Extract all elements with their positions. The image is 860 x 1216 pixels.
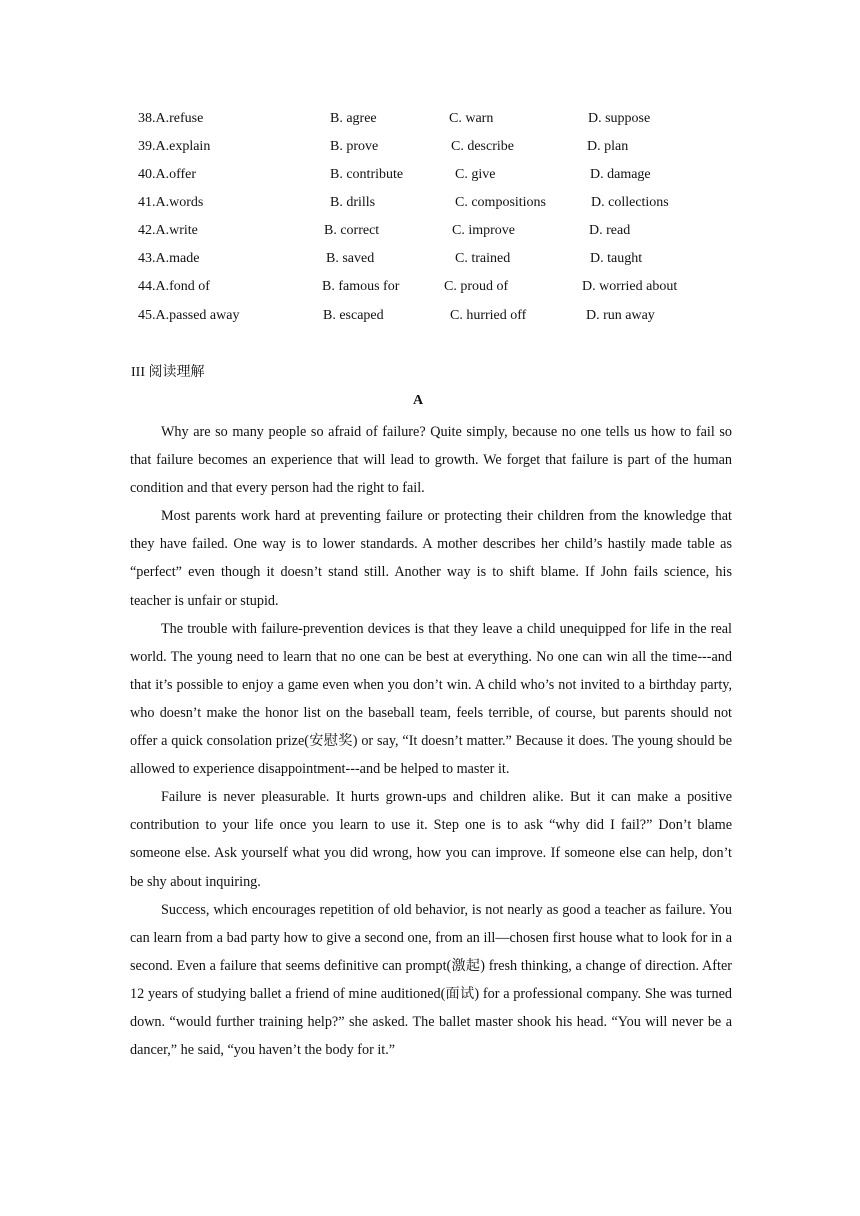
option-a: 42.A.write <box>138 223 198 238</box>
option-b: B. agree <box>330 111 377 126</box>
option-d: D. run away <box>586 308 655 323</box>
option-b: B. saved <box>326 251 375 266</box>
option-c: C. improve <box>452 223 515 238</box>
option-a: 43.A.made <box>138 251 200 266</box>
passage-heading: A <box>412 393 424 408</box>
option-c: C. warn <box>449 111 494 126</box>
option-a: 41.A.words <box>138 195 204 210</box>
option-b: B. prove <box>330 139 379 154</box>
option-c: C. trained <box>455 251 511 266</box>
option-c: C. compositions <box>455 195 547 210</box>
option-b: B. escaped <box>323 308 384 323</box>
option-a: 44.A.fond of <box>138 279 210 294</box>
passage-paragraph: Why are so many people so afraid of failure? Quite simply, because no one tells us how to fail so that failure becomes an experience that will lead to growth. We forget that failure is part of the human condition and that every person had the right to fail. <box>130 424 732 497</box>
section-title: III 阅读理解 <box>131 365 205 380</box>
option-b: B. famous for <box>322 279 400 294</box>
option-a: 39.A.explain <box>138 139 211 154</box>
option-b: B. drills <box>330 195 376 210</box>
reading-passage <box>130 418 732 1064</box>
option-b: B. contribute <box>330 167 404 182</box>
passage-paragraph: Most parents work hard at preventing failure or protecting their children from the knowledge that they have failed. One way is to lower standards. A mother describes her child’s hastily made table as “perfect” even though it doesn’t stand still. Another way is to shift blame. If John fails science, his teacher is unfair or stupid. <box>130 508 732 609</box>
option-a: 45.A.passed away <box>138 308 240 323</box>
option-c: C. proud of <box>444 279 509 294</box>
passage-paragraph: Failure is never pleasurable. It hurts grown-ups and children alike. But it can make a positive contribution to your life once you learn to use it. Step one is to ask “why did I fail?” Don’t blame someone else. Ask yourself what you did wrong, how you can improve. If someone else can help, don’t be shy about inquiring. <box>130 789 732 890</box>
option-a: 38.A.refuse <box>138 111 204 126</box>
option-d: D. suppose <box>588 111 651 126</box>
option-b: B. correct <box>324 223 380 238</box>
option-d: D. damage <box>590 167 651 182</box>
option-d: D. taught <box>590 251 643 266</box>
option-d: D. plan <box>587 139 629 154</box>
passage-paragraph: The trouble with failure-prevention devices is that they leave a child unequipped for life in the real world. The young need to learn that no one can be best at everything. No one can win all the time---and that it’s possible to enjoy a game even when you don’t win. A child who’s not invited to a birthday party, who doesn’t make the honor list on the baseball team, feels terrible, of course, but parents should not offer a quick consolation prize(安慰奖) or say, “It doesn’t matter.” Because it does. The young should be allowed to experience disappointment---and be helped to master it. <box>130 620 732 778</box>
option-c: C. give <box>455 167 496 182</box>
option-d: D. collections <box>591 195 669 210</box>
option-d: D. read <box>589 223 631 238</box>
option-c: C. describe <box>451 139 514 154</box>
option-a: 40.A.offer <box>138 167 197 182</box>
option-d: D. worried about <box>582 279 678 294</box>
option-c: C. hurried off <box>450 308 527 323</box>
passage-paragraph: Success, which encourages repetition of old behavior, is not nearly as good a teacher as failure. You can learn from a bad party how to give a second one, from an ill—chosen first house what to look for in a second. Even a failure that seems definitive can prompt(激起) fresh thinking, a change of direction. After 12 years of studying ballet a friend of mine auditioned(面试) for a professional company. She was turned down. “would further training help?” she asked. The ballet master shook his head. “You will never be a dancer,” he said, “you haven’t the body for it.” <box>130 901 732 1059</box>
